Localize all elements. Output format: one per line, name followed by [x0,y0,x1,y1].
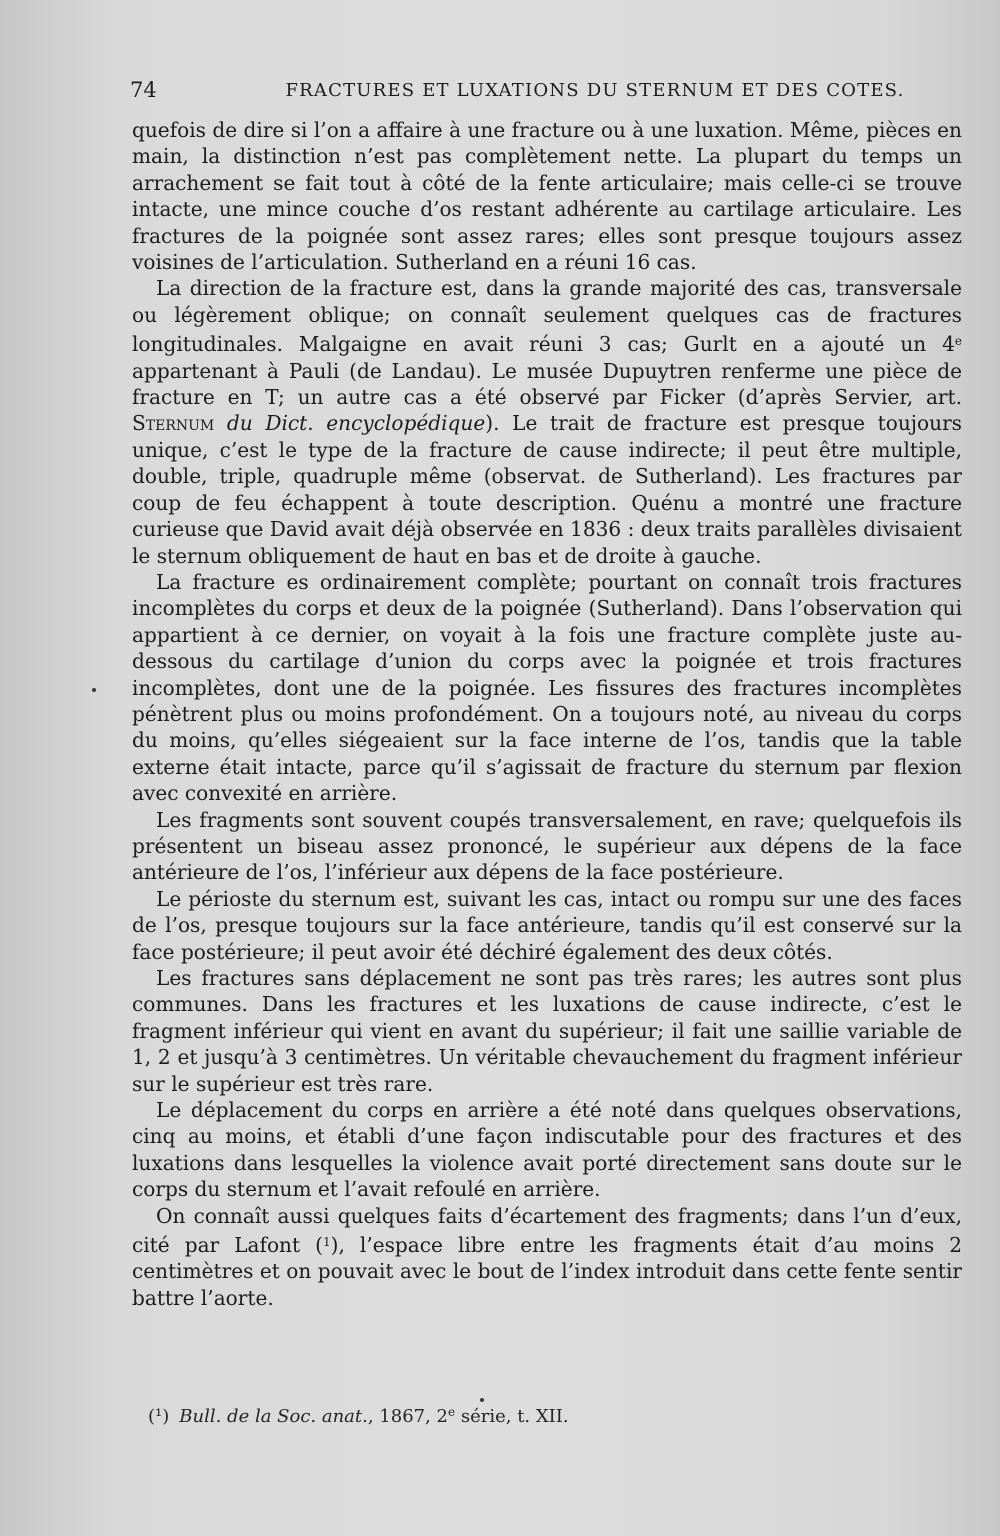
main-text [132,117,962,1311]
paragraph-6-text: Les fractures sans déplacement ne sont pas très rares; les autres sont plus communes. Dans les fractures et les luxations de cause indirecte, c’est le fragment inférieur qui vient en avant du supérieur; il fait une saillie variable de 1, 2 et jusqu’à 3 centimètres. Un véritable chevauchement du fragment inférieur sur le supérieur est très rare. [132,966,962,1096]
paragraph-8-text-b: ), l’espace libre entre les fragments était d’au moins 2 centimètres et on pouvait avec le bout de l’index introduit dans cette fente sentir battre l’aorte. [132,1233,962,1310]
paragraph-2-superscript: e [954,334,962,349]
paragraph-3-text: La fracture es ordinairement complète; pourtant on connaît trois fractures incomplètes du corps et deux de la poignée (Sutherland). Dans l’observation qui appartient à ce dernier, on voyait à la fois une fracture complète juste au-dessous du cartilage d’union du corps avec la poignée et trois fractures incomplètes, dont une de la poignée. Les fissures des fractures incomplètes pénètrent plus ou moins profondément. On a toujours noté, au niveau du corps du moins, qu’elles siégeaient sur la face interne de l’os, tandis que la table externe était intacte, parce qu’il s’agissait de fracture du sternum par flexion avec convexité en arrière. [132,569,962,806]
footnote-text-a: , 1867, 2 [367,1406,449,1427]
paragraph-5-text: Le périoste du sternum est, suivant les cas, intact ou rompu sur une des faces de l’os, presque toujours sur la face antérieure, tandis qu’il est conservé sur la face postérieure; il peut avoir été déchiré également des deux côtés. [132,886,962,964]
paragraph-1 [132,117,962,275]
paragraph-6 [132,965,962,1097]
margin-speck [92,688,96,692]
paragraph-2 [132,275,962,568]
paragraph-8-text-a: On connaît aussi quelques faits d’écartement des fragments; dans l’un d’eux, cité par Lafont ( [132,1203,962,1258]
paragraph-4 [132,807,962,886]
footnote-mark: (¹) [148,1406,170,1427]
paragraph-2-italic: du Dict. encyclopédique [214,411,486,436]
paragraph-8 [132,1203,962,1312]
paragraph-8-superscript: 1 [322,1235,331,1250]
page-header [130,78,960,114]
paragraph-7 [132,1097,962,1203]
footnote-italic: Bull. de la Soc. anat. [179,1406,368,1427]
footnote-superscript: e [448,1405,456,1419]
paragraph-1-text: quefois de dire si l’on a affaire à une fracture ou à une luxation. Même, pièces en main, la distinction n’est pas complètement nette. La plupart du temps un arrachement se fait tout à côté de la fente articulaire; mais celle-ci se trouve intacte, une mince couche d’os restant adhérente au cartilage articulaire. Les fractures de la poignée sont assez rares; elles sont presque toujours assez voisines de l’articulation. Sutherland en a réuni 16 cas. [132,118,962,275]
footnote [148,1405,848,1427]
paragraph-3 [132,569,962,807]
paragraph-2-text-c: ). Le trait de fracture est presque toujours unique, c’est le type de la fracture de cause indirecte; il peut être multiple, double, triple, quadruple même (observat. de Sutherland). Les fractures par coup de feu échappent à toute description. Quénu a montré une fracture curieuse que David avait déjà observée en 1836 : deux traits parallèles divisaient le sternum obliquement de haut en bas et de droite à gauche. [132,411,962,568]
paragraph-2-text-a: La direction de la fracture est, dans la grande majorité des cas, transversale ou légèrement oblique; on connaît seulement quelques cas de fractures longitudinales. Malgaigne en avait réuni 3 cas; Gurlt en a ajouté un 4 [132,276,962,357]
print-speck [480,1398,484,1402]
paragraph-2-smallcaps: Sternum [132,411,215,436]
page-number: 74 [130,78,157,102]
paragraph-7-text: Le déplacement du corps en arrière a été noté dans quelques observations, cinq au moins, et établi d’une façon indiscutable pour des fractures et des luxations dans lesquelles la violence avait porté directement sans doute sur le corps du sternum et l’avait refoulé en arrière. [132,1098,962,1202]
paragraph-2-text-b: appartenant à Pauli (de Landau). Le musée Dupuytren renferme une pièce de fracture en T; un autre cas a été observé par Ficker (d’après Servier, art. [132,358,962,410]
paragraph-4-text: Les fragments sont souvent coupés transversalement, en rave; quelquefois ils présentent un biseau assez prononcé, le supérieur aux dépens de la face antérieure de l’os, l’inférieur aux dépens de la face postérieure. [132,807,962,885]
running-head: FRACTURES ET LUXATIONS DU STERNUM ET DES COTES. [285,80,905,101]
paragraph-5 [132,886,962,965]
footnote-text-b: série, t. XII. [455,1406,569,1427]
